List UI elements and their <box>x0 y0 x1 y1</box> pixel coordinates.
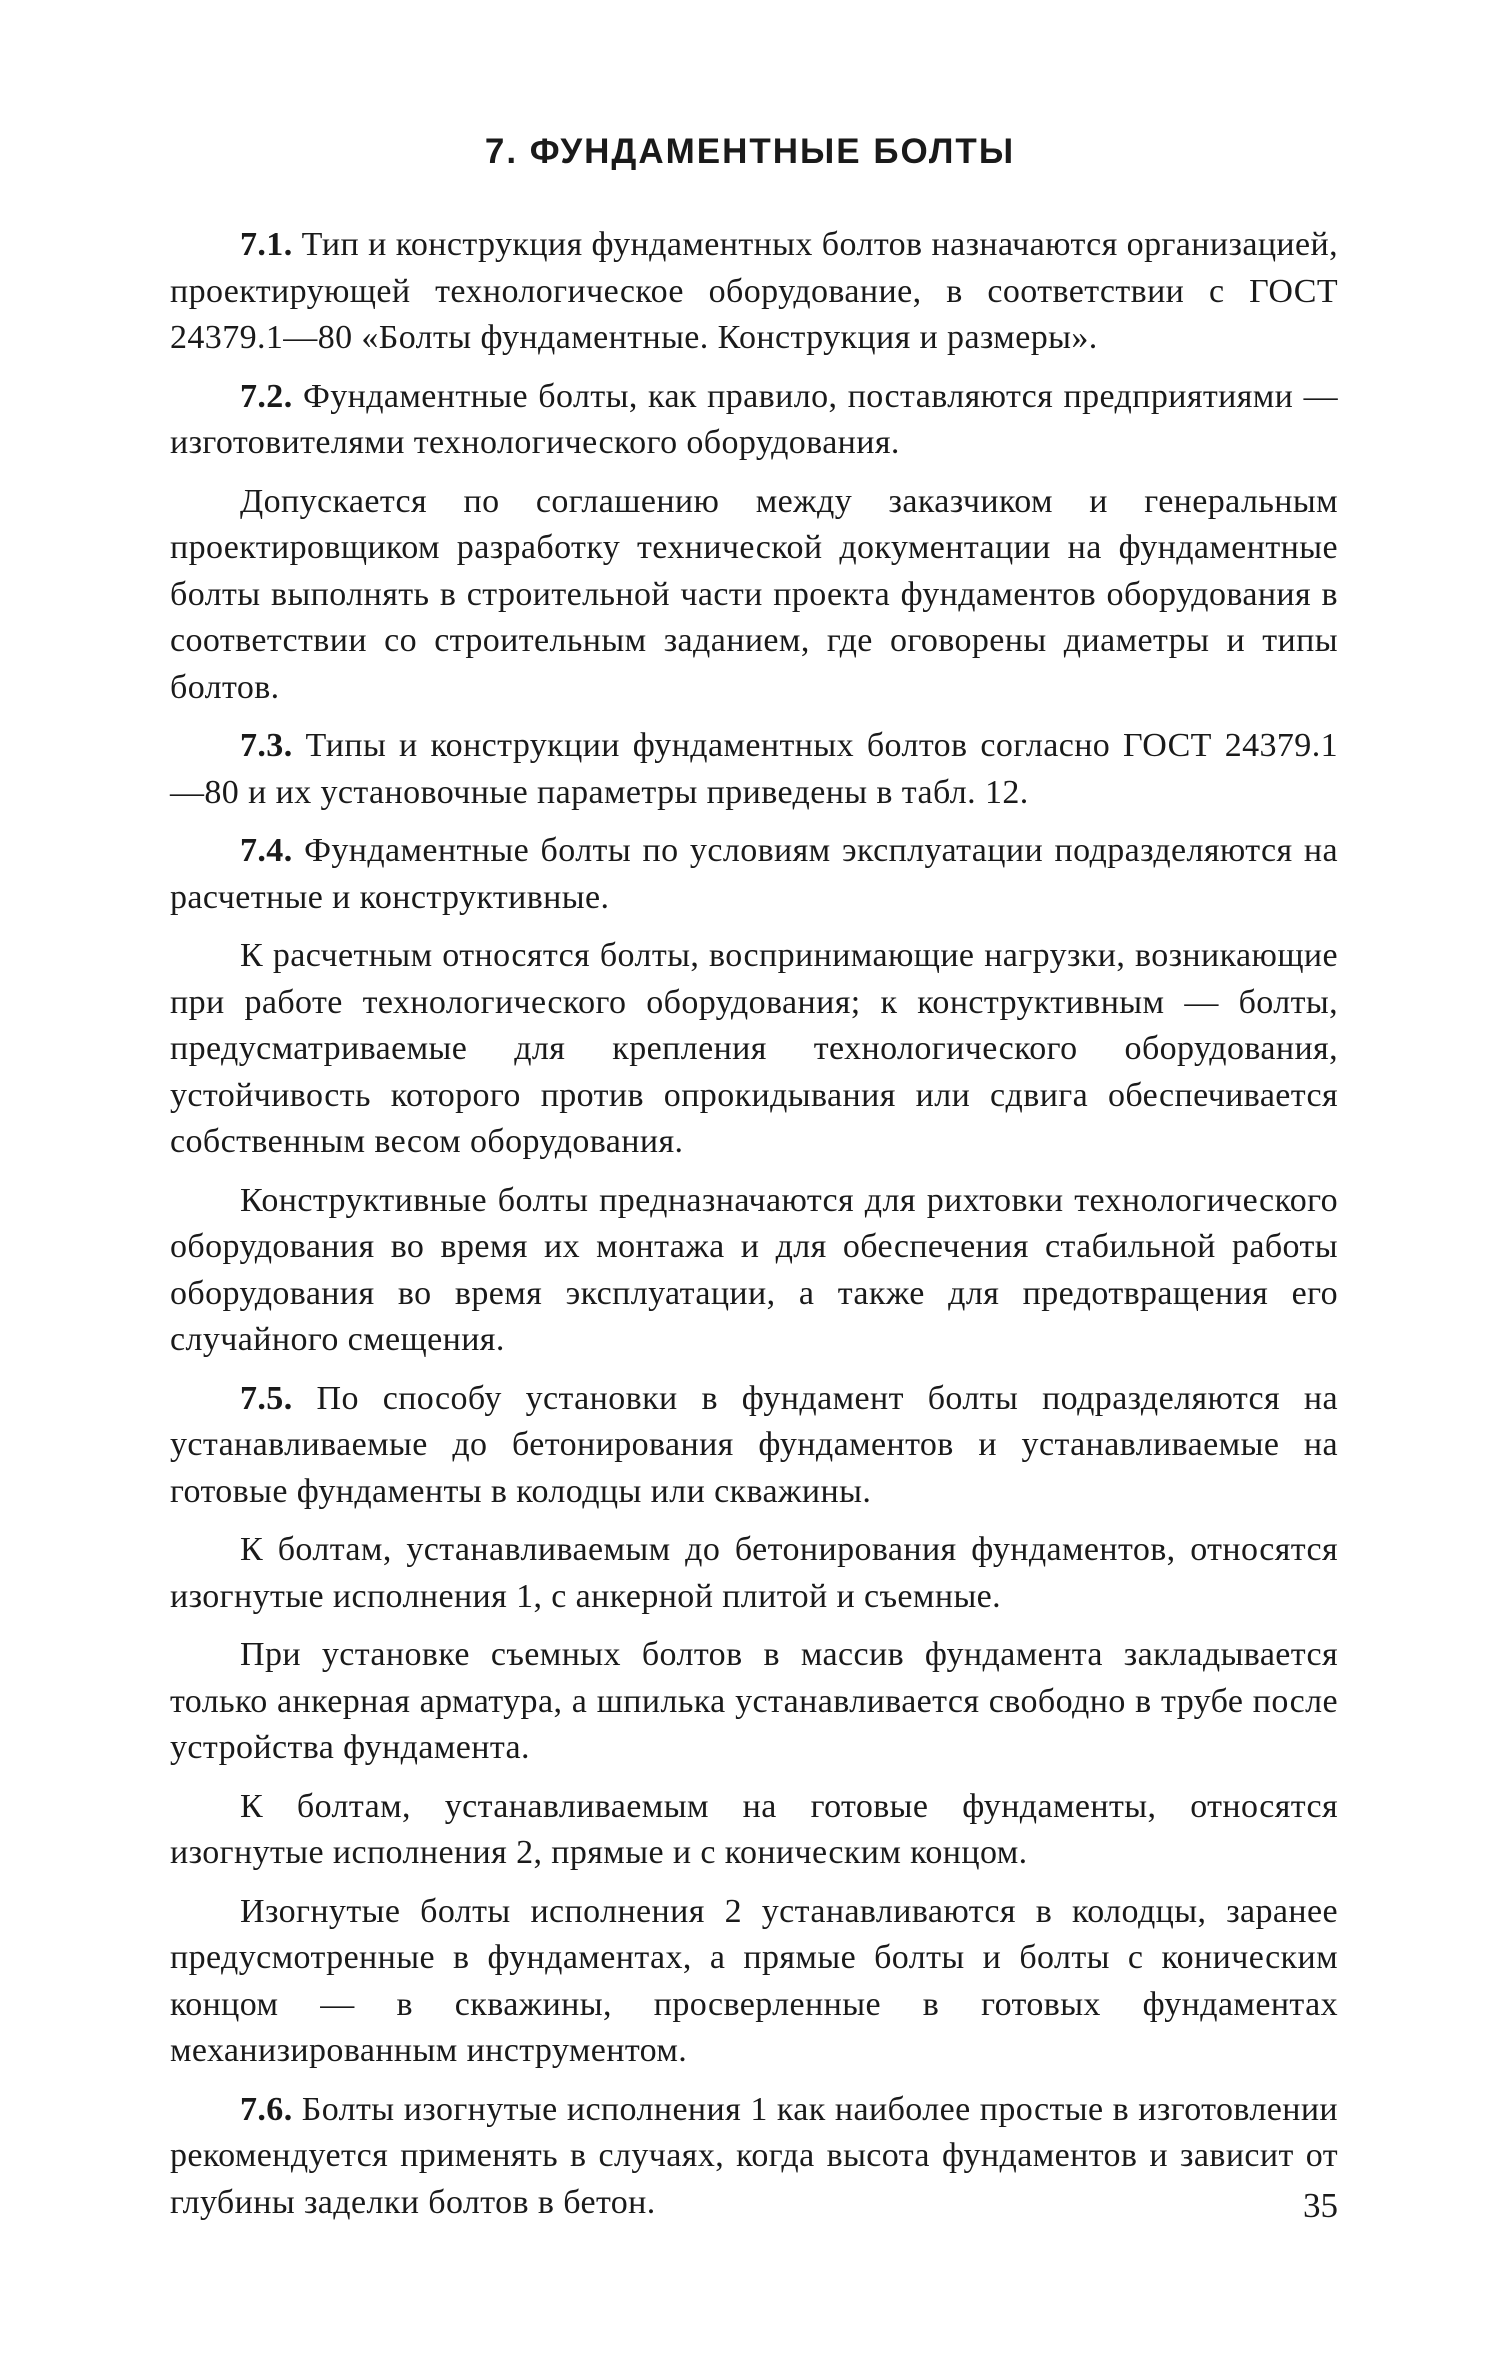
paragraph-number: 7.1. <box>240 226 293 263</box>
paragraph-number: 7.2. <box>240 377 293 415</box>
paragraph-text: Изогнутые болты исполнения 2 устанавливаются в колодцы, заранее предусмотренные в фундаментах, а прямые болты и болты с коническим концом — в скважины, просверленные в готовых фундаментах механизированным инструментом. <box>170 1892 1338 2069</box>
paragraph-text: Фундаментные болты, как правило, поставляются предприятиями — изготовителями технологического оборудования. <box>170 377 1338 461</box>
paragraph-text: Допускается по соглашению между заказчиком и генеральным проектировщиком разработку технической документации на фундаментные болты выполнять в строительной части проекта фундаментов оборудования в соответствии со строительным заданием, где оговорены диаметры и типы болтов. <box>170 482 1338 706</box>
page-number: 35 <box>1303 2186 1338 2225</box>
paragraph-7-6 <box>170 2087 1338 2227</box>
paragraph-number: 7.5. <box>240 1379 293 1417</box>
paragraph-7-4-constructive <box>170 1178 1338 1364</box>
paragraph-text: Тип и конструкция фундаментных болтов назначаются организацией, проектирующей технологическое оборудование, в соответствии с ГОСТ 24379.1—80 «Болты фундаментные. Конструкция и размеры». <box>170 226 1338 356</box>
paragraph-text: Фундаментные болты по условиям эксплуатации подразделяются на расчетные и конструктивные. <box>170 832 1339 916</box>
section-body <box>170 222 1338 2238</box>
paragraph-7-4-calculated <box>170 933 1338 1166</box>
paragraph-text: Болты изогнутые исполнения 1 как наиболее простые в изготовлении рекомендуется применять в случаях, когда высота фундаментов и зависит от глубины заделки болтов в бетон. <box>170 2090 1339 2221</box>
paragraph-number: 7.3. <box>240 727 293 764</box>
paragraph-7-4 <box>170 828 1338 921</box>
paragraph-7-1 <box>170 222 1338 362</box>
paragraph-text: Конструктивные болты предназначаются для рихтовки технологического оборудования во время их монтажа и для обеспечения стабильной работы оборудования во время эксплуатации, а также для предотвращения его случайного смещения. <box>170 1181 1338 1358</box>
paragraph-text: При установке съемных болтов в массив фундамента закладывается только анкерная арматура, а шпилька устанавливается свободно в трубе после устройства фундамента. <box>170 1636 1338 1766</box>
section-title: 7. ФУНДАМЕНТНЫЕ БОЛТЫ <box>484 132 1016 171</box>
paragraph-7-5-ready-foundations <box>170 1784 1338 1877</box>
paragraph-7-2-continued <box>170 479 1338 712</box>
paragraph-text: К расчетным относятся болты, воспринимающие нагрузки, возникающие при работе технологического оборудования; к конструктивным — болты, предусматриваемые для крепления технологического оборудования, устойчивость которого против опрокидывания или сдвига обеспечивается собственным весом оборудования. <box>170 937 1338 1160</box>
paragraph-number: 7.4. <box>240 832 293 869</box>
paragraph-number: 7.6. <box>240 2090 293 2128</box>
paragraph-text: По способу установки в фундамент болты подразделяются на устанавливаемые до бетонирования фундаментов и устанавливаемые на готовые фундаменты в колодцы или скважины. <box>170 1379 1338 1510</box>
paragraph-text: Типы и конструкции фундаментных болтов согласно ГОСТ 24379.1—80 и их установочные параметры приведены в табл. 12. <box>170 727 1338 811</box>
paragraph-7-5 <box>170 1376 1338 1516</box>
paragraph-7-5-before-concreting <box>170 1527 1338 1620</box>
paragraph-text: К болтам, устанавливаемым на готовые фундаменты, относятся изогнутые исполнения 2, прямые и с коническим концом. <box>170 1787 1338 1871</box>
paragraph-7-3 <box>170 723 1338 816</box>
paragraph-text: К болтам, устанавливаемым до бетонирования фундаментов, относятся изогнутые исполнения 1, с анкерной плитой и съемные. <box>170 1531 1338 1615</box>
paragraph-7-5-removable <box>170 1632 1338 1772</box>
paragraph-7-5-bent <box>170 1889 1338 2075</box>
paragraph-7-2 <box>170 374 1338 467</box>
